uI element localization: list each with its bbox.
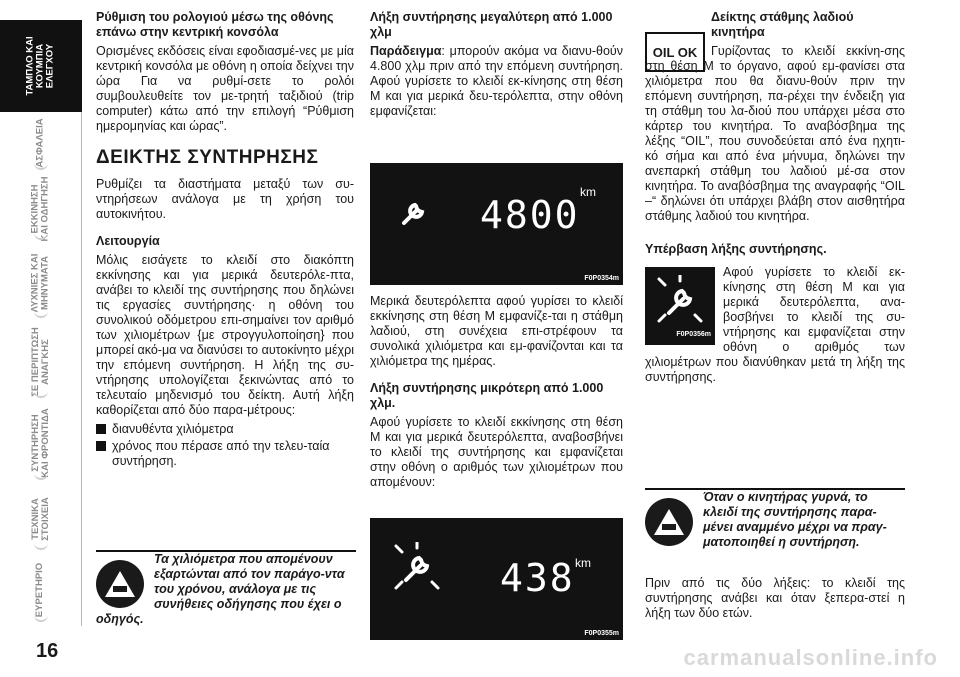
warning-note-left: Τα χιλιόμετρα που απομένουν εξαρτώνται από τον παράγο-ντα του χρόνου, ανάλογα με τις συνήθειες οδήγησης που έχει ο οδηγός. bbox=[96, 550, 356, 627]
wrench-icon bbox=[398, 199, 428, 229]
section-intro: Ρυθμίζει τα διαστήματα μεταξύ των συ-ντηρήσεων ανάλογα με τη χρήση του αυτοκινήτου. bbox=[96, 177, 354, 221]
wrench-blinking-icon bbox=[655, 275, 705, 325]
warning-note-right: Όταν ο κινητήρας γυρνά, το κλειδί της συντήρησης παρα-μένει αναμμένο μέχρι να πραγ-ματοποιηθεί η συντήρηση. bbox=[645, 488, 905, 550]
bullet-box-icon bbox=[96, 424, 106, 434]
display-438 bbox=[370, 518, 623, 640]
tab-safety[interactable]: ΑΣΦΑΛΕΙΑ bbox=[0, 112, 82, 174]
under-1000-heading: Λήξη συντήρησης μικρότερη από 1.000 χλμ. bbox=[370, 381, 604, 410]
operation-heading: Λειτουργία bbox=[96, 234, 160, 248]
list-item: διανυθέντα χιλιόμετρα bbox=[96, 422, 354, 437]
oil-level-text: Γυρίζοντας το κλειδί εκκίνη-σης στη θέση M το όργανο, αφού εμ-φανίσει στα χιλιόμετρα που θα διανυ-θούν πριν την επόμενη συντήρηση, πα-ρέχει την ένδειξη για τη στάθμη του λα-διού που υπάρχει μέσα στο κάρτερ του κινητήρα. Το αναβόσβημα της λέξης “OIL”, που συνοδεύεται από ένα ηχητι-κό σήμα και από ένα μήνυμα, δηλώνει την ανεπαρκή στάθμη του λαδιού μέ-σα στον κινητήρα. Το αναβόσβημα της αναγραφής “OIL –“ δηλώνει ότι υπάρχει βλάβη στον αισθητήρα στάθμης λαδιού του κινητήρα. bbox=[645, 44, 905, 223]
watermark: carmanualsonline.info bbox=[683, 645, 938, 670]
section-tabs bbox=[0, 0, 82, 677]
tab-starting-driving[interactable]: ΕΚΚΙΝΗΣΗ ΚΑΙ ΟΔΗΓΗΣΗ bbox=[0, 174, 82, 244]
clock-heading: Ρύθμιση του ρολογιού μέσω της οθόνης επάνω στην κεντρική κονσόλα bbox=[96, 10, 334, 39]
after-display-text: Μερικά δευτερόλεπτα αφού γυρίσει το κλειδί εκκίνησης στη θέση M εμφανίζε-ται η στάθμη λαδιού, στη συνέχεια επι-στρέφουν τα συνολικά χιλιόμετρα και εμ-φανίζονται και τα χιλιόμετρα της ημέρας. bbox=[370, 294, 623, 368]
display-4800 bbox=[370, 163, 623, 285]
final-note: Πριν από τις δύο λήξεις: το κλειδί της συντήρησης ανάβει και όταν ξεπερα-στεί η λήξη των δύο ετών. bbox=[645, 576, 905, 620]
page-number: 16 bbox=[36, 640, 59, 662]
column-middle bbox=[370, 10, 623, 131]
over-1000-heading: Λήξη συντήρησης μεγαλύτερη από 1.000 χλμ bbox=[370, 10, 613, 39]
oil-level-heading: Δείκτης στάθμης λαδιού κινητήρα bbox=[711, 10, 854, 39]
example-paragraph: Παράδειγμα: μπορούν ακόμα να διανυ-θούν 4.800 χλμ πριν από την επόμενη συντήρηση. Αφού γυρίσετε το κλειδί εκ-κίνησης στη θέση M και για μερικά δευ-τερόλεπτα, στην οθόνη εμφανίζεται: bbox=[370, 44, 623, 118]
odometer-value: 4800 bbox=[480, 193, 580, 237]
warning-triangle-icon bbox=[645, 498, 693, 546]
overdue-icon-display bbox=[645, 267, 715, 345]
clock-text: Ορισμένες εκδόσεις είναι εφοδιασμέ-νες με μία κεντρική κονσόλα με οθόνη η οποία δείχνει την ώρα Για να ρυθμί-σετε το ρολόι συμβουλευθείτε τον με-τρητή ταξιδιού (trip computer) κάτω από την επιλογή “Ρύθμιση ημερομηνίας και ώρας”. bbox=[96, 44, 354, 133]
oil-ok-display: OIL OK bbox=[645, 32, 705, 72]
column-left bbox=[96, 10, 354, 471]
remaining-km-value: 438 bbox=[500, 556, 575, 600]
tab-emergency[interactable]: ΣΕ ΠΕΡΙΠΤΩΣΗ ΑΝΑΓΚΗΣ bbox=[0, 322, 82, 402]
section-title: ΔΕΙΚΤΗΣ ΣΥΝΤΗΡΗΣΗΣ bbox=[96, 147, 319, 168]
wrench-blinking-icon bbox=[392, 542, 442, 592]
warning-triangle-icon bbox=[96, 560, 144, 608]
bullet-box-icon bbox=[96, 441, 106, 451]
tab-maintenance[interactable]: ΣΥΝΤΗΡΗΣΗ ΚΑΙ ΦΡΟΝΤΙΔΑ bbox=[0, 402, 82, 484]
list-item: χρόνος που πέρασε από την τελευ-ταία συντήρηση. bbox=[96, 439, 354, 469]
tab-warning-lights[interactable]: ΛΥΧΝΙΕΣ ΚΑΙ ΜΗΝΥΜΑΤΑ bbox=[0, 244, 82, 322]
odometer-unit: km bbox=[580, 185, 596, 199]
operation-text: Μόλις εισάγετε το κλειδί στο διακόπτη εκκίνησης και για μερικά δευτερόλε-πτα, ανάβει το κλειδί της συντήρησης που δηλώνει τις εργασίες συντήρησης· η οθόνη του συνολικού οδόμετρου επι-σημαίνει τον αριθμό των χιλιομέτρων {με στρογγυλοποίηση} που μπορεί ακό-μα να διανύσει το αυτοκίνητο μέχρι την επόμενη συντήρηση. Η λήξη της συ-ντήρησης υπολογίζεται ξεκινώντας από το τελευταίο μηδενισμό του δείκτη. Αυτή λήξη καθορίζεται από δύο παρα-μέτρους: bbox=[96, 253, 355, 417]
overdue-text: Αφού γυρίσετε το κλειδί εκ-κίνησης στη θέση M και για μερικά δευτερόλεπτα, ανα-βοσβήνει το κλειδί της συ-ντήρησης και εμφανίζεται στην οθόνη ο αριθμός των χιλιομέτρων που διανύθηκαν μετά τη λήξη της συντήρησης. bbox=[645, 265, 905, 384]
column-right bbox=[645, 10, 905, 397]
overdue-heading: Υπέρβαση λήξης συντήρησης. bbox=[645, 242, 827, 256]
under-1000-text: Αφού γυρίσετε το κλειδί εκκίνησης στη θέση M και για μερικά δευτερόλεπτα, αναβοσβήνει το κλειδί της συντήρησης και εμφανίζεται στην οθόνη ο αριθμός των χιλιομέτρων που απομένουν: bbox=[370, 415, 623, 489]
tab-technical-data[interactable]: ΤΕΧΝΙΚΑ ΣΤΟΙΧΕΙΑ bbox=[0, 484, 82, 554]
column-middle-lower bbox=[370, 294, 623, 502]
figure-code: F0P0355m bbox=[584, 630, 619, 637]
remaining-km-unit: km bbox=[575, 556, 591, 570]
tab-index[interactable]: ΕΥΡΕΤΗΡΙΟ bbox=[0, 554, 82, 626]
tab-dashboard[interactable]: ΤΑΜΠΛΟ ΚΑΙ ΚΟΥΜΠΙΑ ΕΛΕΓΧΟΥ bbox=[0, 20, 82, 112]
figure-code: F0P0354m bbox=[584, 275, 619, 282]
figure-code: F0P0356m bbox=[676, 331, 711, 338]
